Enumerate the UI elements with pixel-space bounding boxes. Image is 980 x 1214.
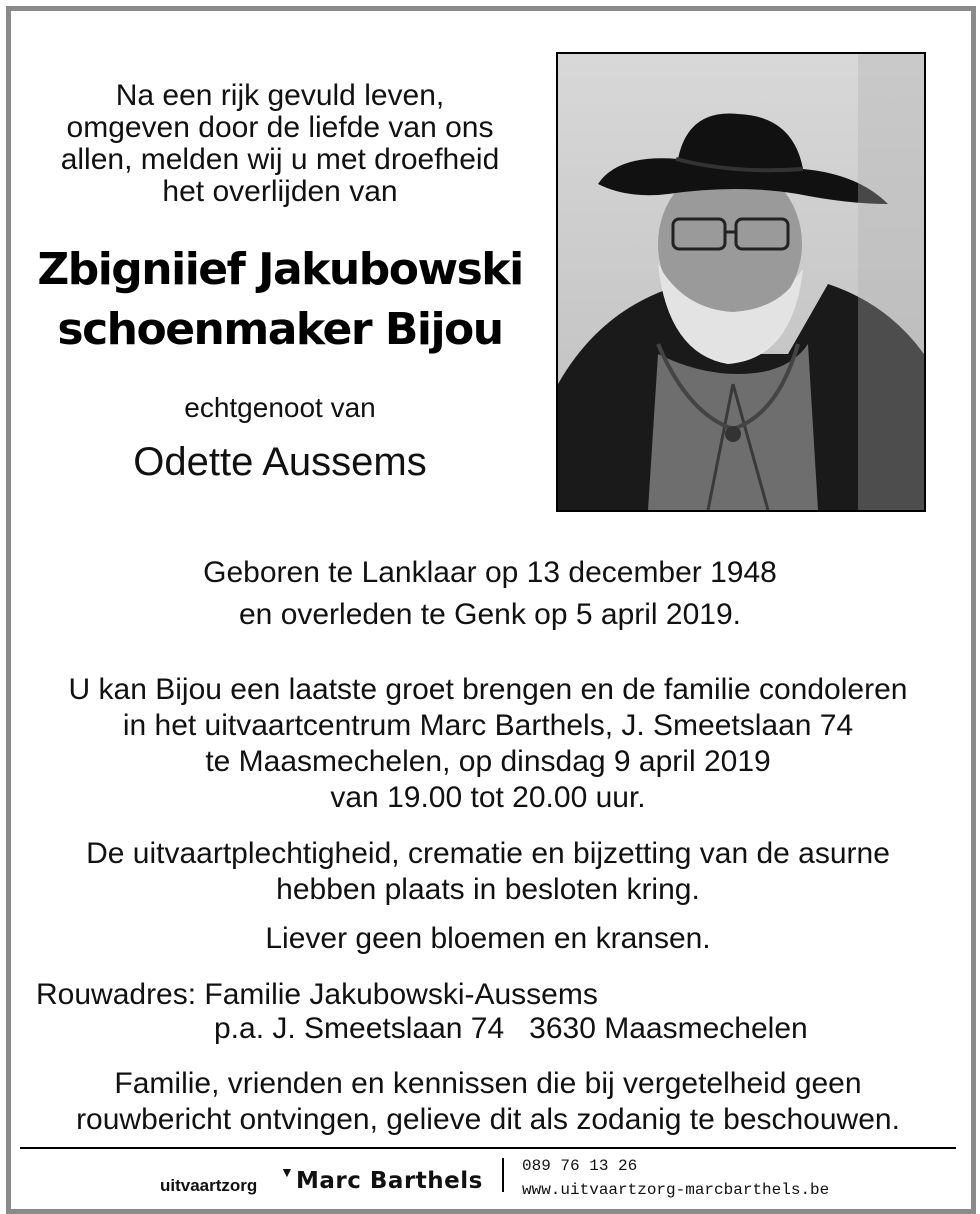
ceremony-line: hebben plaats in besloten kring. (276, 873, 700, 906)
visitation-line: te Maasmechelen, op dinsdag 9 april 2019 (205, 745, 771, 778)
logo-big-text: Marc Barthels (296, 1168, 483, 1194)
deceased-name-block (10, 240, 550, 360)
visitation-block (20, 672, 956, 816)
ceremony-line: De uitvaartplechtigheid, crematie en bijzetting van de asurne (86, 837, 890, 870)
flowers-note: Liever geen bloemen en kransen. (265, 922, 711, 955)
spouse-name: Odette Aussems (133, 440, 427, 484)
intro-text (20, 80, 540, 208)
footer-divider (20, 1147, 956, 1149)
closing-line: Familie, vrienden en kennissen die bij vergetelheid geen (114, 1067, 862, 1100)
portrait-illustration (558, 54, 924, 510)
closing-line: rouwbericht ontvingen, gelieve dit als zodanig te beschouwen. (76, 1103, 900, 1136)
birth-line: Geboren te Lanklaar op 13 december 1948 (203, 556, 777, 589)
ceremony-block (20, 836, 956, 908)
deceased-nickname: schoenmaker Bijou (57, 304, 503, 355)
visitation-line: U kan Bijou een laatste groet brengen en de familie condoleren (68, 673, 908, 706)
spouse-label: echtgenoot van (184, 392, 376, 423)
visitation-line: van 19.00 tot 20.00 uur. (330, 781, 646, 814)
closing-block (20, 1066, 956, 1138)
intro-line: het overlijden van (162, 175, 398, 208)
death-line: en overleden te Genk op 5 april 2019. (238, 598, 742, 631)
logo-small-text: uitvaartzorg (160, 1176, 258, 1195)
intro-line: Na een rijk gevuld leven, (115, 79, 445, 112)
mourning-address-line1: Rouwadres: Familie Jakubowski-Aussems (36, 978, 598, 1011)
contact-info (522, 1154, 829, 1202)
mourning-address-line2: p.a. J. Smeetslaan 74 3630 Maasmechelen (214, 1012, 808, 1045)
phone-number: 089 76 13 26 (522, 1157, 638, 1175)
intro-line: allen, melden wij u met droefheid (60, 143, 500, 176)
website-link[interactable]: www.uitvaartzorg-marcbarthels.be (522, 1181, 830, 1199)
visitation-line: in het uitvaartcentrum Marc Barthels, J. Smeetslaan 74 (122, 709, 854, 742)
intro-line: omgeven door de liefde van ons (66, 111, 494, 144)
deceased-name: Zbigniief Jakubowski (37, 244, 523, 295)
logo-separator (502, 1158, 504, 1192)
dates-block (180, 552, 800, 636)
portrait-photo (556, 52, 926, 512)
logo-triangle-icon: ▼ (280, 1164, 294, 1180)
